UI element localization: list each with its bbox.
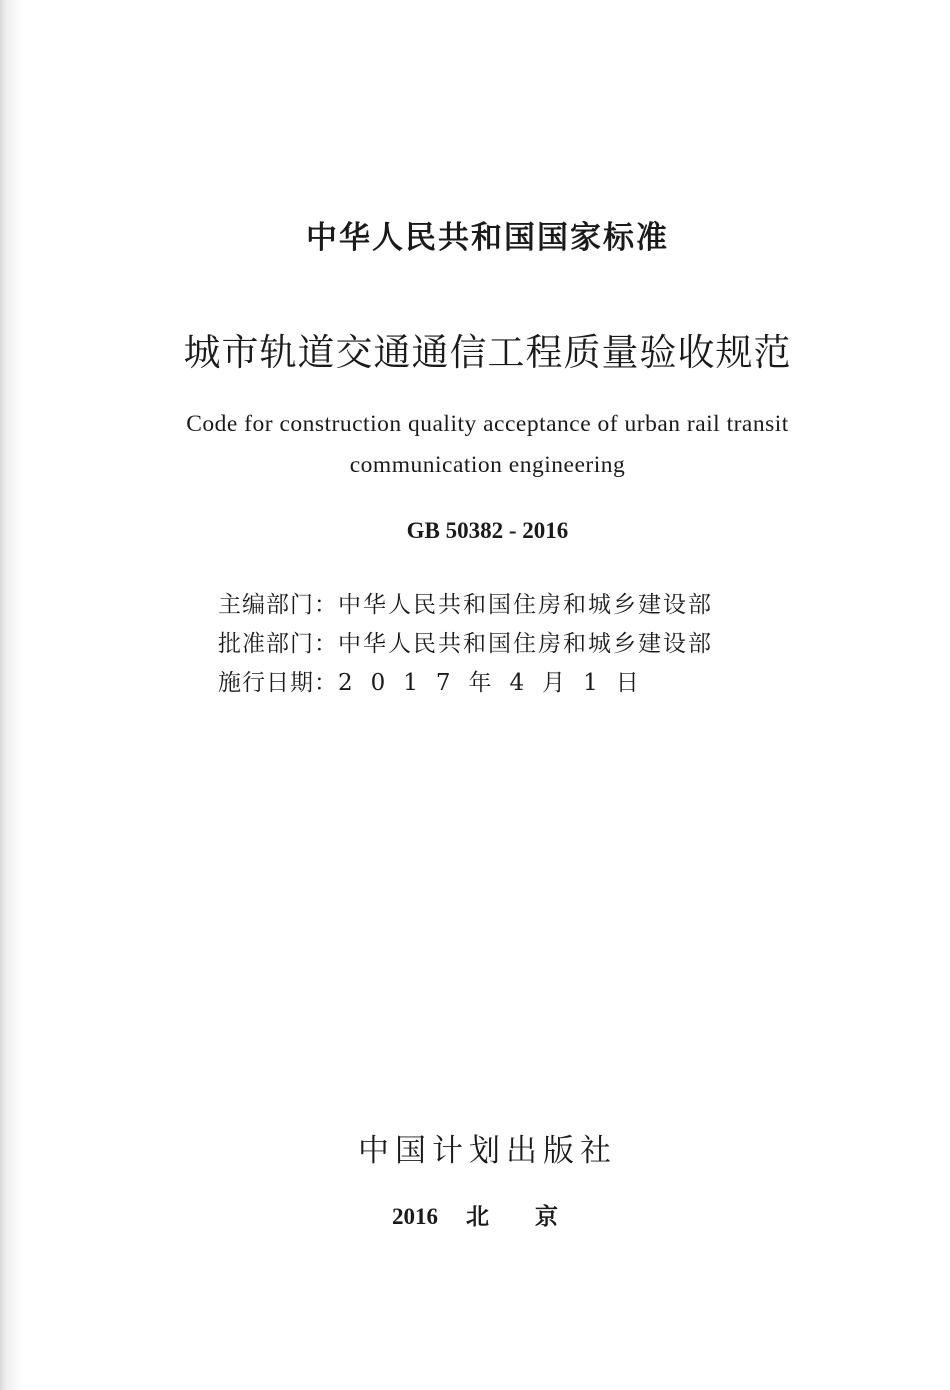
imprint-city-char-1: 北 [466, 1204, 489, 1229]
approval-dept-row [218, 625, 713, 664]
effective-date-value: 2017年4月1日 [338, 670, 657, 696]
metadata-block [218, 586, 713, 703]
chief-dept-row [218, 586, 713, 625]
standard-type-heading: 中华人民共和国国家标准 [306, 220, 669, 256]
approval-dept-value: 中华人民共和国住房和城乡建设部 [338, 631, 713, 657]
effective-date-row [218, 664, 713, 703]
title-english-line-2: communication engineering [349, 452, 626, 478]
title-english-line-1: Code for construction quality acceptance of urban rail transit [186, 411, 789, 437]
imprint-year: 2016 [392, 1204, 438, 1229]
effective-date-label: 施行日期： [218, 670, 338, 696]
imprint-city-char-2: 京 [535, 1204, 558, 1229]
title-english [0, 404, 950, 486]
imprint-line [392, 1198, 558, 1231]
scan-edge-shadow [0, 0, 22, 1390]
approval-dept-label: 批准部门： [218, 631, 338, 657]
publisher-name: 中国计划出版社 [358, 1133, 617, 1169]
chief-dept-label: 主编部门： [218, 592, 338, 618]
standard-code: GB 50382 - 2016 [406, 518, 569, 543]
chief-dept-value: 中华人民共和国住房和城乡建设部 [338, 592, 713, 618]
title-chinese: 城市轨道交通通信工程质量验收规范 [183, 331, 792, 374]
